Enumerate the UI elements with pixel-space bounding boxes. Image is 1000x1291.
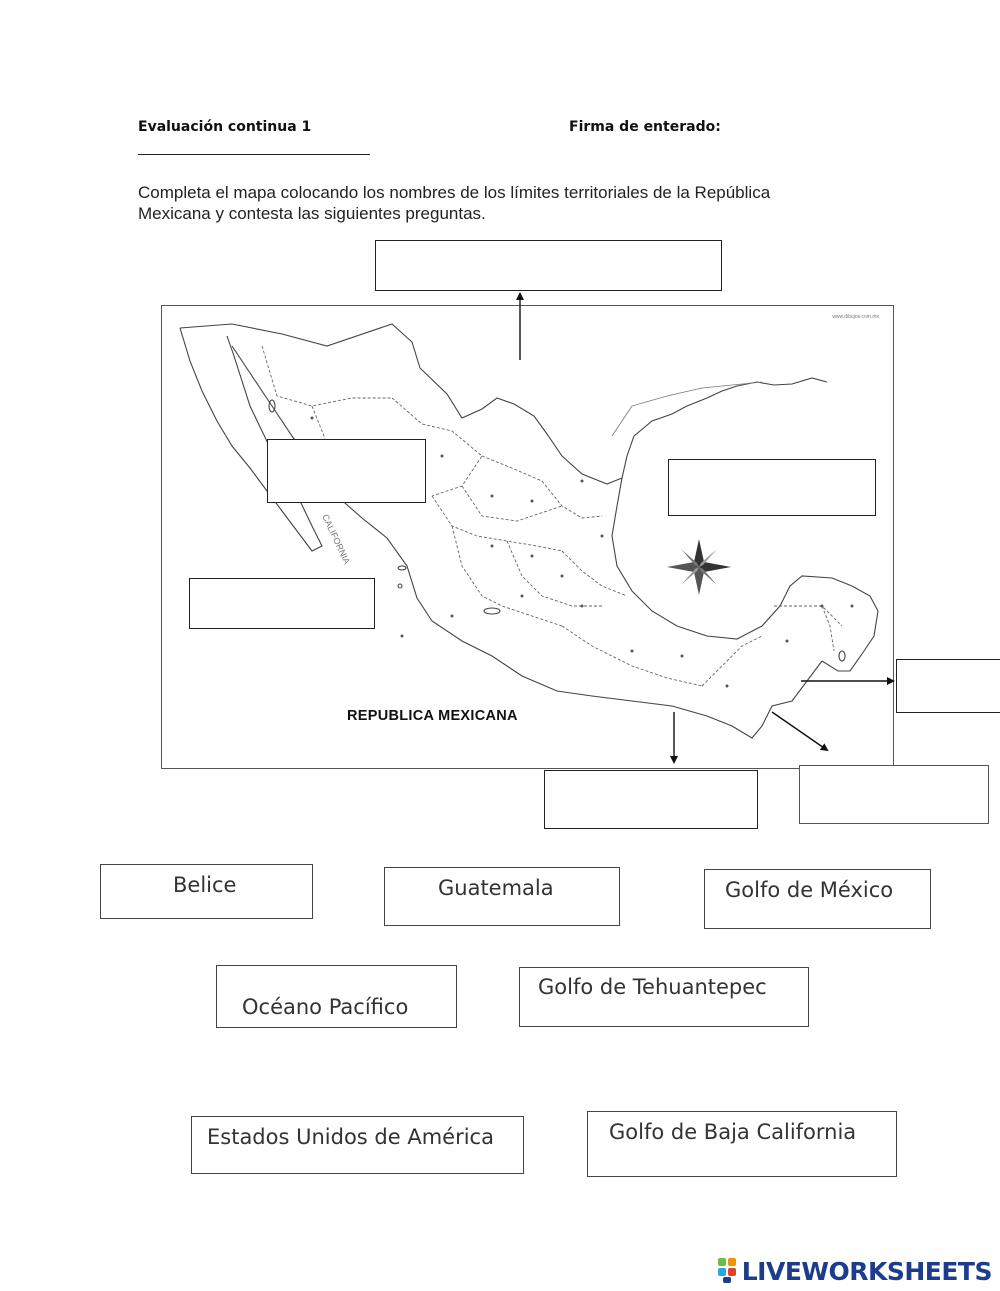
arrow-southeast-icon bbox=[772, 712, 827, 750]
drop-zone-belize[interactable] bbox=[896, 659, 1000, 713]
word-golfo-de-tehuantepec[interactable] bbox=[519, 967, 809, 1027]
word-label: Golfo de Tehuantepec bbox=[538, 975, 767, 999]
word-label: Estados Unidos de América bbox=[207, 1125, 494, 1149]
word-estados-unidos[interactable] bbox=[191, 1116, 524, 1174]
drop-zone-pacific[interactable] bbox=[189, 578, 375, 629]
drop-zone-gulf-of-mexico[interactable] bbox=[668, 459, 876, 516]
drop-zone-north[interactable] bbox=[375, 240, 722, 291]
liveworksheets-logo bbox=[718, 1254, 992, 1288]
word-label: Golfo de Baja California bbox=[609, 1120, 857, 1144]
drop-zone-guatemala[interactable] bbox=[799, 765, 989, 824]
word-guatemala[interactable] bbox=[384, 867, 620, 926]
liveworksheets-mark-icon bbox=[718, 1258, 738, 1284]
peninsula-label: CALIFORNIA bbox=[320, 512, 353, 566]
map-title: REPUBLICA MEXICANA bbox=[347, 708, 518, 724]
word-golfo-de-mexico[interactable] bbox=[704, 869, 931, 929]
word-label: Golfo de México bbox=[725, 878, 894, 902]
signature-label: Firma de enterado: bbox=[569, 119, 721, 135]
word-belice[interactable] bbox=[100, 864, 313, 919]
map-credit: www.dibujos.com.mx bbox=[832, 314, 879, 320]
liveworksheets-wordmark: LIVEWORKSHEETS bbox=[741, 1256, 992, 1286]
word-label: Belice bbox=[173, 873, 237, 897]
drop-zone-tehuantepec[interactable] bbox=[544, 770, 758, 829]
word-label: Guatemala bbox=[438, 876, 554, 900]
word-golfo-de-baja-california[interactable] bbox=[587, 1111, 897, 1177]
drop-zone-gulf-of-california[interactable] bbox=[267, 439, 426, 503]
word-oceano-pacifico[interactable] bbox=[216, 965, 457, 1028]
instructions: Completa el mapa colocando los nombres de los límites territoriales de la República Mexicana y contesta las siguientes preguntas. bbox=[138, 183, 771, 223]
word-label: Océano Pacífico bbox=[242, 995, 409, 1019]
evaluation-label: Evaluación continua 1 bbox=[138, 119, 312, 135]
